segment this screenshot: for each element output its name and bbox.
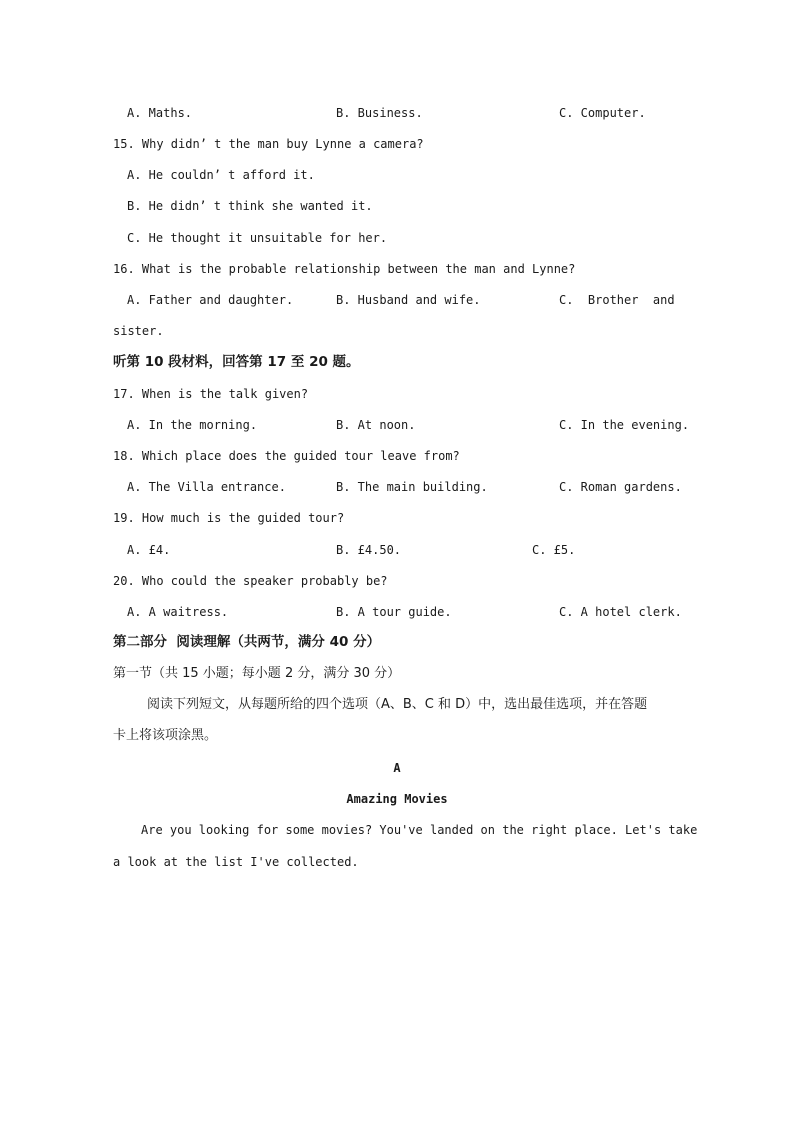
- q16-option-c: C. Brother and: [559, 293, 675, 307]
- q19-question: 19. How much is the guided tour?: [113, 511, 345, 525]
- q20-question: 20. Who could the speaker probably be?: [113, 574, 388, 588]
- passage-title: Amazing Movies: [346, 792, 448, 806]
- passage-letter: A: [393, 761, 401, 775]
- q16-option-a: A. Father and daughter.: [127, 293, 294, 307]
- q17-option-c: C. In the evening.: [559, 418, 690, 432]
- q20-option-b: B. A tour guide.: [336, 605, 452, 619]
- q18-option-c: C. Roman gardens.: [559, 480, 682, 494]
- q15-option-a: A. He couldn’ t afford it.: [127, 168, 315, 182]
- q14-option-a: A. Maths.: [127, 106, 193, 120]
- q16-option-c-continued: sister.: [113, 324, 164, 338]
- instruction-line-2: 卡上将该项涂黑。: [113, 728, 218, 743]
- q16-question: 16. What is the probable relationship between the man and Lynne?: [113, 262, 576, 276]
- q17-question: 17. When is the talk given?: [113, 387, 309, 401]
- q14-option-b: B. Business.: [336, 106, 423, 120]
- q19-option-b: B. £4.50.: [336, 543, 402, 557]
- q18-option-a: A. The Villa entrance.: [127, 480, 286, 494]
- q16-option-b: B. Husband and wife.: [336, 293, 481, 307]
- section-1-heading: 第一节（共 15 小题；每小题 2 分，满分 30 分）: [113, 666, 401, 681]
- part-2-heading: 第二部分 阅读理解（共两节，满分 40 分）: [113, 634, 381, 650]
- q17-option-b: B. At noon.: [336, 418, 416, 432]
- q20-option-c: C. A hotel clerk.: [559, 605, 682, 619]
- passage-line-1: Are you looking for some movies? You've landed on the right place. Let's take: [141, 823, 698, 837]
- instruction-line-1: 阅读下列短文，从每题所给的四个选项（A、B、C 和 D）中，选出最佳选项，并在答题: [147, 697, 648, 712]
- q20-option-a: A. A waitress.: [127, 605, 229, 619]
- q17-option-a: A. In the morning.: [127, 418, 258, 432]
- section-10-heading: 听第 10 段材料，回答第 17 至 20 题。: [113, 354, 360, 370]
- q15-option-b: B. He didn’ t think she wanted it.: [127, 199, 373, 213]
- passage-line-2: a look at the list I've collected.: [113, 855, 359, 869]
- q14-option-c: C. Computer.: [559, 106, 646, 120]
- q18-question: 18. Which place does the guided tour leave from?: [113, 449, 460, 463]
- q15-question: 15. Why didn’ t the man buy Lynne a camera?: [113, 137, 424, 151]
- q19-option-a: A. £4.: [127, 543, 171, 557]
- q19-option-c: C. £5.: [532, 543, 576, 557]
- q18-option-b: B. The main building.: [336, 480, 488, 494]
- q15-option-c: C. He thought it unsuitable for her.: [127, 231, 388, 245]
